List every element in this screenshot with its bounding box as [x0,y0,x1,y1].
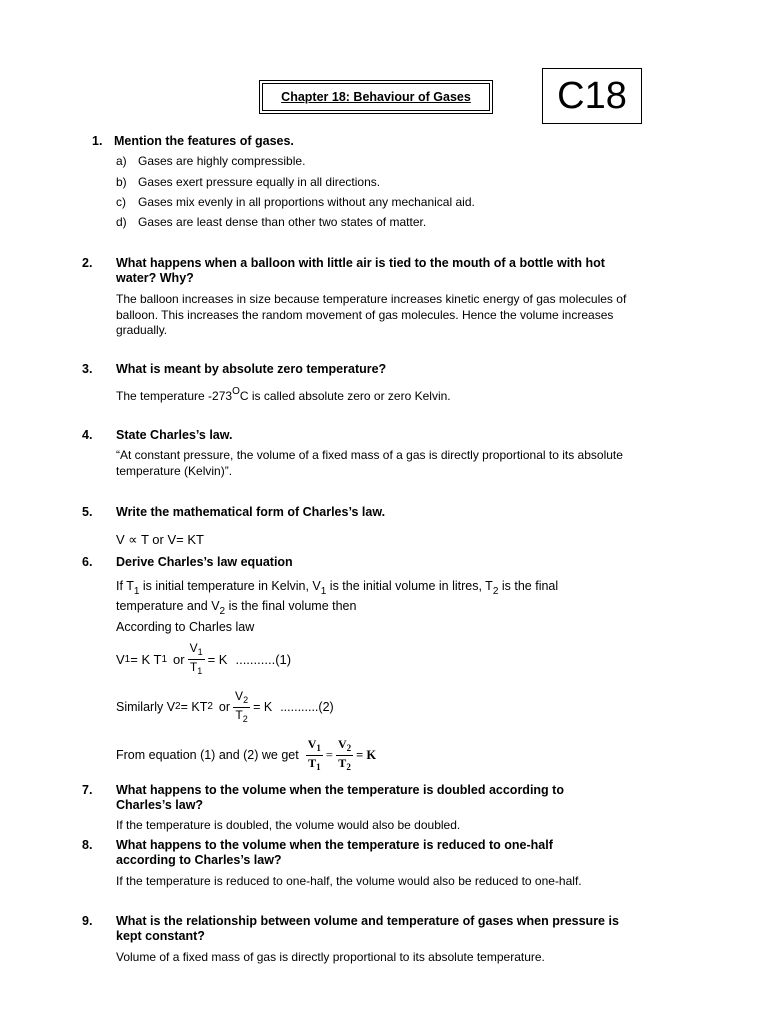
q3-question: What is meant by absolute zero temperature? [116,362,387,376]
q1-item-a-text: Gases are highly compressible. [138,154,306,168]
eq3-num1: V [307,736,317,751]
q6-sub: 2 [207,701,213,712]
eq1-num: V [189,640,198,655]
eq3-num2: V [337,736,347,751]
eq3-den2: T [338,755,347,770]
q1-number: 1. [92,134,103,148]
q6-sub: 1 [316,742,321,753]
q8-answer: If the temperature is reduced to one-half, the volume would also be reduced to one-half. [116,874,582,888]
q1-item-d-text: Gases are least dense than other two states of matter. [138,215,427,229]
eq1-den: T [189,659,198,674]
eq3-fraction-1 [306,737,323,774]
q6-number: 6. [82,555,93,569]
q6-sub: 1 [197,665,203,676]
q9-number: 9. [82,914,93,928]
q3-answer-pre: The temperature -273 [116,389,233,403]
q1-question: Mention the features of gases. [114,134,294,148]
q6-line3: According to Charles law [116,620,255,634]
q3-answer [116,384,636,405]
q8-question: What happens to the volume when the temperature is reduced to one-half according to Charles’s law? [116,838,553,867]
q6-eq1 [116,641,291,677]
q9-question: What is the relationship between volume and temperature of gases when pressure is kept constant? [116,914,619,943]
q6-line2 [116,598,636,620]
q6-sub: 2 [175,701,181,712]
eq2-or: or [218,700,231,714]
eq1-v: V [116,651,125,667]
eq3-k: = K [356,748,377,762]
eq2-num: V [235,688,244,703]
q7-answer: If the temperature is doubled, the volume would also be doubled. [116,818,461,832]
chapter-code: C18 [542,68,642,124]
q6-sub: 1 [161,653,167,665]
q6-sub: 1 [316,761,321,772]
eq1-or: or [173,651,185,667]
q8-number: 8. [82,838,93,852]
eq2-den: T [235,707,243,722]
q5-formula [116,532,204,548]
q9-answer: Volume of a fixed mass of gas is directly proportional to its absolute temperature. [116,950,545,964]
q5-v: V [116,532,125,547]
q3-number: 3. [82,362,93,376]
eq1-kt: = K T [130,651,162,667]
q6-sub: 2 [346,761,351,772]
q6-sub: 2 [492,586,499,597]
q5-number: 5. [82,505,93,519]
eq2-kt: = KT [180,700,208,714]
eq1-fraction [188,641,205,678]
q6-line1-a: If T [116,579,134,593]
q6-sub: 2 [346,742,352,753]
q6-sub: 1 [133,586,140,597]
eq2-ref: ...........(2) [280,700,334,714]
proportional-icon: ∝ [128,533,138,548]
q6-line1-c: is the initial volume in litres, T [329,579,493,593]
q6-eq2 [116,688,636,726]
q6-line2-b: is the final volume then [228,599,357,613]
q6-eq3: From equation (1) and (2) we get $\frac{V_1}{T_1}$ = $\frac{V_2}{T_2}$ = K [116,736,377,772]
q6-sub: 1 [197,646,203,657]
chapter-title-box [259,80,493,114]
q7-question: What happens to the volume when the temperature is doubled according to Charles’s law? [116,783,564,812]
eq3-fraction-2 [336,737,353,774]
q1-item-a-label: a) [116,154,127,168]
q5-t-or: T or [140,532,168,547]
q4-question: State Charles’s law. [116,428,233,442]
q6-sub: 2 [243,694,249,705]
eq2-fraction [233,689,250,726]
q2-question: What happens when a balloon with little air is tied to the mouth of a bottle with hot water? Why? [116,256,605,285]
eq2-similarly: Similarly V [116,700,176,714]
q6-sub: 1 [124,653,131,665]
chapter-title: Chapter 18: Behaviour of Gases [262,83,490,111]
q2-number: 2. [82,256,93,270]
eq3-den1: T [308,755,317,770]
eq3-text: From equation (1) and (2) we get [116,748,299,762]
q4-number: 4. [82,428,93,442]
q1-item-b-label: b) [116,175,127,189]
q6-line1-d: is the final [501,579,559,593]
q6-line1-b: is initial temperature in Kelvin, V [142,579,321,593]
eq2-k: = K [253,700,273,714]
q6-question: Derive Charles’s law equation [116,555,293,569]
q1-item-d-label: d) [116,215,127,229]
q1-item-b-text: Gases exert pressure equally in all directions. [138,175,381,189]
q6-line2-a: temperature and V [116,599,220,613]
eq1-k: = K [207,651,228,667]
q5-equation: V= KT [167,532,204,547]
q6-sub: 1 [320,586,327,597]
q6-line1 [116,578,636,600]
q6-sub: 2 [242,713,248,724]
q1-item-c-label: c) [116,195,126,209]
q1-item-c-text: Gases mix evenly in all proportions without any mechanical aid. [138,195,475,209]
q4-answer: “At constant pressure, the volume of a fixed mass of a gas is directly proportional to its absolute temperature (Kelvin)”. [116,448,623,478]
q7-number: 7. [82,783,93,797]
q5-question: Write the mathematical form of Charles’s law. [116,505,386,519]
q3-answer-post: C is called absolute zero or zero Kelvin. [239,389,451,403]
q2-answer: The balloon increases in size because temperature increases kinetic energy of gas molecules of balloon. This increases the random movement of gas molecules. Hence the volume increases gradually. [116,292,627,337]
q3-answer-degree: O [232,386,240,397]
q6-sub: 2 [219,606,226,617]
eq1-ref: ...........(1) [235,651,292,667]
